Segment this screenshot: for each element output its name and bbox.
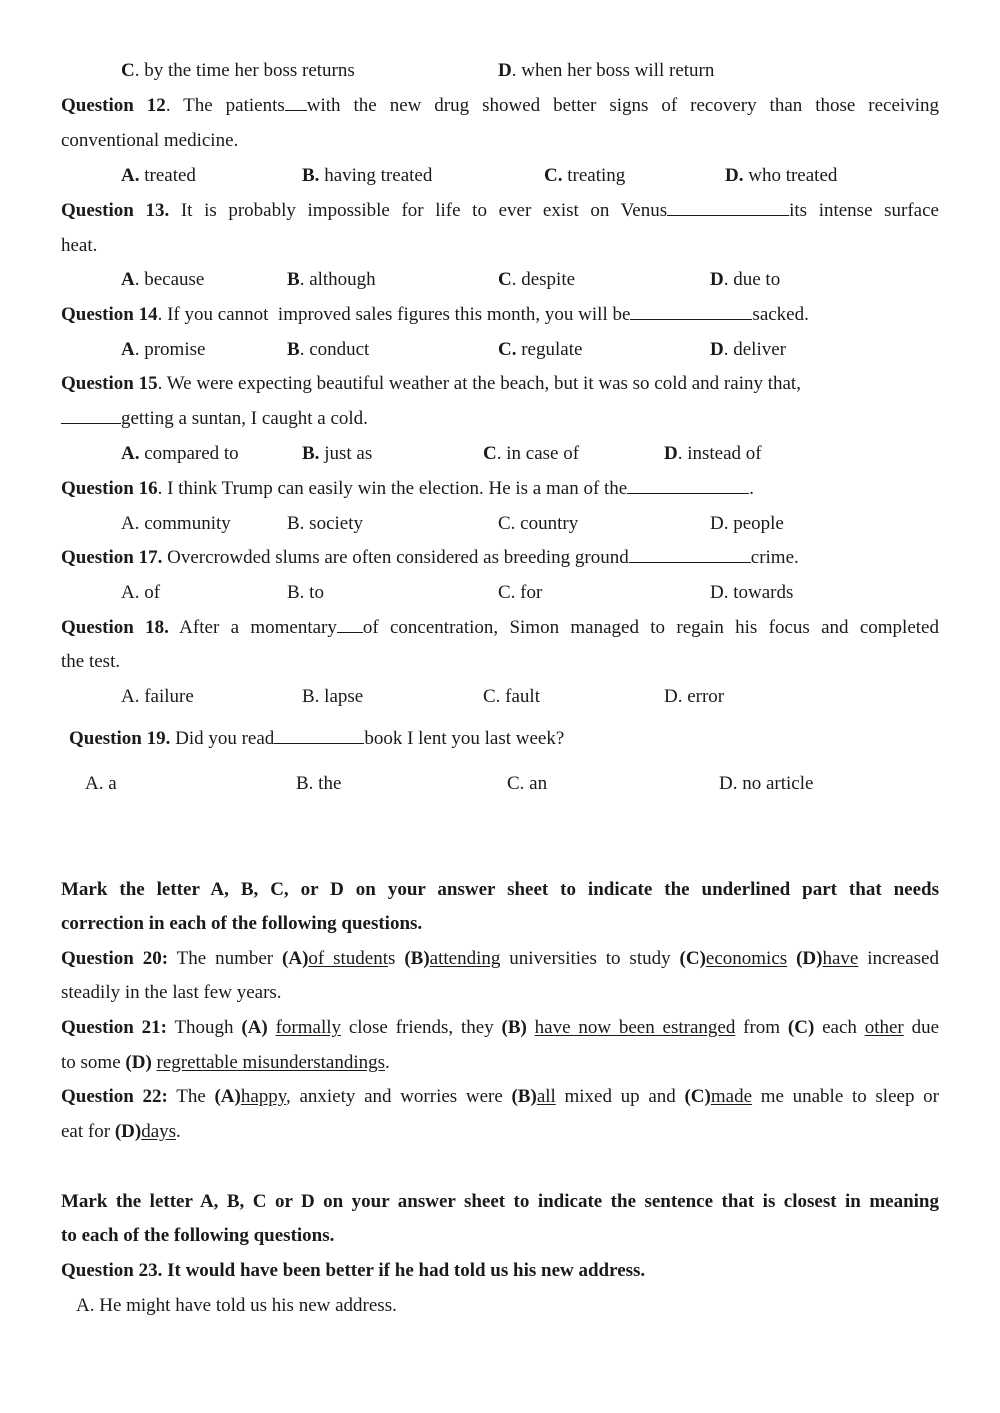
section2-instruction: Mark the letter A, B, C, or D on your answer sheet to indicate the underlined part that needs [61,879,939,900]
q17-option-d: D. towards [710,582,794,603]
q15-option-a: A. compared to [121,443,239,464]
q15-stem-line2: getting a suntan, I caught a cold. [61,407,368,431]
q12-option-a: A. treated [121,165,196,186]
q12-option-b: B. having treated [302,165,433,186]
q17-stem: Question 17. Overcrowded slums are often considered as breeding ground crime. [61,547,799,568]
q13-option-b: B. although [287,269,376,290]
q21-stem-line2: to some (D) regrettable misunderstandings. [61,1052,390,1073]
q20-stem: Question 20: The number (A)of students (B)attending universities to study (C)economics (D)have increased [61,948,939,969]
section3-instruction: Mark the letter A, B, C or D on your answer sheet to indicate the sentence that is closest in meaning [61,1191,939,1212]
q19-option-d: D. no article [719,773,814,794]
q11-option-d: D. when her boss will return [498,60,715,81]
q17-option-a: A. of [121,582,161,603]
q15-option-d: D. instead of [664,443,762,464]
q13-option-c: C. despite [498,269,576,290]
q13-option-d: D. due to [710,269,781,290]
q21-stem: Question 21: Though (A) formally close friends, they (B) have now been estranged from (C) each other due [61,1017,940,1038]
q22-stem: Question 22: The (A)happy, anxiety and worries were (B)all mixed up and (C)made me unable to sleep or [61,1086,939,1107]
q14-stem: Question 14. If you cannot improved sales figures this month, you will be sacked. [61,304,809,325]
q13-option-a: A. because [121,269,205,290]
q23-stem: Question 23. It would have been better if he had told us his new address. [61,1260,646,1281]
section2-instruction-line2: correction in each of the following questions. [61,913,423,934]
q16-option-c: C. country [498,513,579,534]
q19-stem: Question 19. Did you read book I lent you last week? [69,728,565,749]
q20-stem-line2: steadily in the last few years. [61,982,282,1003]
q16-stem: Question 16. I think Trump can easily win the election. He is a man of the . [61,478,754,499]
q16-option-b: B. society [287,513,363,534]
q16-option-d: D. people [710,513,784,534]
q18-stem: Question 18. After a momentary of concentration, Simon managed to regain his focus and completed [61,617,939,638]
q13-stem-line2: heat. [61,235,98,256]
q17-option-c: C. for [498,582,543,603]
q15-stem: Question 15. We were expecting beautiful weather at the beach, but it was so cold and rainy that, [61,373,801,394]
q19-option-a: A. a [85,773,117,794]
q15-option-c: C. in case of [483,443,580,464]
q12-option-c: C. treating [544,165,626,186]
q12-option-d: D. who treated [725,165,838,186]
q19-option-b: B. the [296,773,342,794]
q19-option-c: C. an [507,773,548,794]
q22-stem-line2: eat for (D)days. [61,1121,181,1142]
q14-option-c: C. regulate [498,339,583,360]
q18-option-b: B. lapse [302,686,364,707]
q18-option-a: A. failure [121,686,194,707]
q18-option-d: D. error [664,686,725,707]
section3-instruction-line2: to each of the following questions. [61,1225,335,1246]
q14-option-a: A. promise [121,339,206,360]
q14-option-b: B. conduct [287,339,370,360]
q18-option-c: C. fault [483,686,540,707]
q15-option-b: B. just as [302,443,373,464]
q18-stem-line2: the test. [61,651,121,672]
q14-option-d: D. deliver [710,339,786,360]
q13-stem: Question 13. It is probably impossible for life to ever exist on Venus its intense surface [61,200,939,221]
q16-option-a: A. community [121,513,231,534]
q11-option-c: C. by the time her boss returns [121,60,355,81]
q12-stem-line2: conventional medicine. [61,130,239,151]
q17-option-b: B. to [287,582,324,603]
q23-option-a: A. He might have told us his new address. [76,1295,397,1316]
q12-stem: Question 12. The patients with the new drug showed better signs of recovery than those receiving [61,95,939,116]
